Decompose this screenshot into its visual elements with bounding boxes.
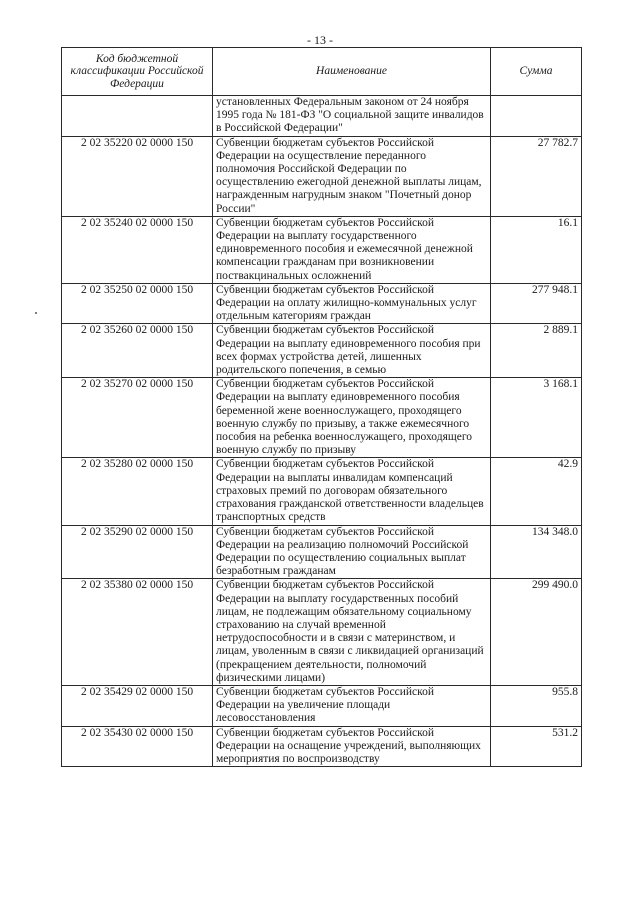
row-name: Субвенции бюджетам субъектов Российской Федерации на выплату государственных пособий лицам, не подлежащим обязательному социальному страхованию на случай временной нетрудоспособности и в связи с материнством, и лицам, уволенным в связи с ликвидацией организаций (прекращением деятельности, полномочий физическими лицами) <box>213 579 491 686</box>
header-name: Наименование <box>213 48 491 96</box>
table-row <box>62 726 582 767</box>
table-row <box>62 216 582 283</box>
row-code <box>62 96 213 137</box>
table-row <box>62 96 582 137</box>
table-row <box>62 458 582 525</box>
row-sum <box>491 96 582 137</box>
page-number: - 13 - <box>307 33 333 47</box>
header-sum: Сумма <box>491 48 582 96</box>
row-sum: 955.8 <box>491 685 582 726</box>
table-header-row <box>62 48 582 96</box>
header-code: Код бюджетной классификации Российской Федерации <box>62 48 213 96</box>
row-code: 2 02 35290 02 0000 150 <box>62 525 213 579</box>
row-name: Субвенции бюджетам субъектов Российской Федерации на оплату жилищно-коммунальных услуг отдельным категориям граждан <box>213 283 491 324</box>
row-sum: 3 168.1 <box>491 378 582 458</box>
budget-table <box>61 47 582 767</box>
table-row <box>62 525 582 579</box>
row-name: Субвенции бюджетам субъектов Российской Федерации на осуществление переданного полномочия Российской Федерации по осуществлению ежегодной денежной выплаты лицам, награжденным нагрудным знаком "Почетный донор России" <box>213 136 491 216</box>
table-row <box>62 685 582 726</box>
row-code: 2 02 35280 02 0000 150 <box>62 458 213 525</box>
row-name: Субвенции бюджетам субъектов Российской Федерации на реализацию полномочий Российской Федерации по осуществлению социальных выплат безработным гражданам <box>213 525 491 579</box>
row-sum: 27 782.7 <box>491 136 582 216</box>
table-row <box>62 579 582 686</box>
row-sum: 531.2 <box>491 726 582 767</box>
row-sum: 134 348.0 <box>491 525 582 579</box>
row-code: 2 02 35260 02 0000 150 <box>62 324 213 378</box>
row-sum: 277 948.1 <box>491 283 582 324</box>
row-sum: 16.1 <box>491 216 582 283</box>
row-name: Субвенции бюджетам субъектов Российской Федерации на выплаты инвалидам компенсаций страховых премий по договорам обязательного страхования гражданской ответственности владельцев транспортных средств <box>213 458 491 525</box>
row-name: установленных Федеральным законом от 24 ноября 1995 года № 181-ФЗ "О социальной защите инвалидов в Российской Федерации" <box>213 96 491 137</box>
row-code: 2 02 35380 02 0000 150 <box>62 579 213 686</box>
row-code: 2 02 35270 02 0000 150 <box>62 378 213 458</box>
table-row <box>62 136 582 216</box>
row-sum: 2 889.1 <box>491 324 582 378</box>
row-name: Субвенции бюджетам субъектов Российской Федерации на выплату единовременного пособия при всех формах устройства детей, лишенных родительского попечения, в семью <box>213 324 491 378</box>
scan-speck <box>35 312 37 314</box>
row-name: Субвенции бюджетам субъектов Российской Федерации на увеличение площади лесовосстановления <box>213 685 491 726</box>
table-row <box>62 378 582 458</box>
row-name: Субвенции бюджетам субъектов Российской Федерации на выплату государственного единовременного пособия и ежемесячной денежной компенсации гражданам при возникновении поствакцинальных осложнений <box>213 216 491 283</box>
row-code: 2 02 35220 02 0000 150 <box>62 136 213 216</box>
row-name: Субвенции бюджетам субъектов Российской Федерации на выплату единовременного пособия беременной жене военнослужащего, проходящего военную службу по призыву, а также ежемесячного пособия на ребенка военнослужащего, проходящего военную службу по призыву <box>213 378 491 458</box>
row-sum: 299 490.0 <box>491 579 582 686</box>
row-code: 2 02 35429 02 0000 150 <box>62 685 213 726</box>
row-code: 2 02 35240 02 0000 150 <box>62 216 213 283</box>
row-name: Субвенции бюджетам субъектов Российской Федерации на оснащение учреждений, выполняющих мероприятия по воспроизводству <box>213 726 491 767</box>
table-row <box>62 324 582 378</box>
row-code: 2 02 35430 02 0000 150 <box>62 726 213 767</box>
row-code: 2 02 35250 02 0000 150 <box>62 283 213 324</box>
table-row <box>62 283 582 324</box>
row-sum: 42.9 <box>491 458 582 525</box>
